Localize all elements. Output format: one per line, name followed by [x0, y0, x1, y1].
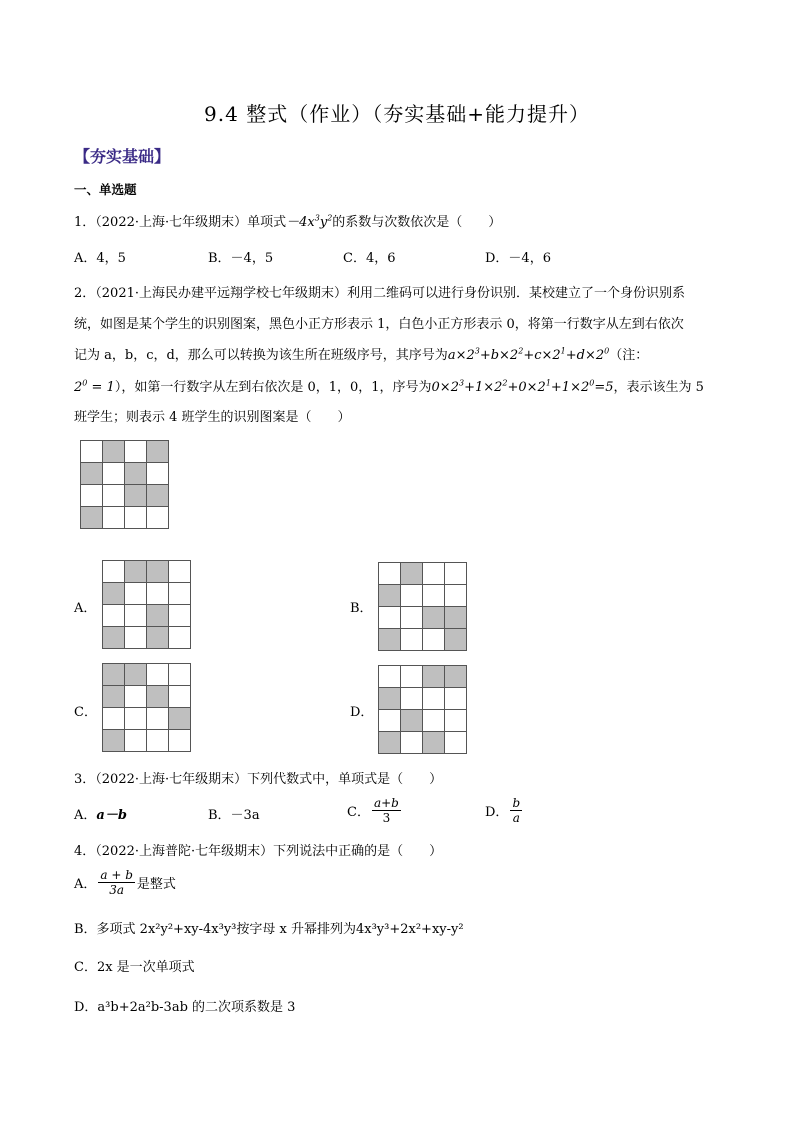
q2-option-d-pattern[interactable]: [378, 665, 467, 754]
white-square: [125, 627, 147, 649]
black-square: [147, 605, 169, 627]
white-square: [125, 605, 147, 627]
q3-option-d-denominator: a: [512, 811, 520, 825]
white-square: [423, 585, 445, 607]
black-square: [169, 708, 191, 730]
q2-option-d-label[interactable]: D．: [350, 705, 374, 720]
q4-option-a-fraction: [98, 868, 135, 897]
q4-option-b[interactable]: B．多项式 2x²y²+xy-4x³y³按字母 x 升幂排列为4x³y³+2x²+xy-y²: [74, 922, 464, 937]
q4-option-a-tail: 是整式: [136, 877, 176, 892]
white-square: [147, 730, 169, 752]
white-square: [103, 708, 125, 730]
q3-option-d-numerator: b: [512, 796, 521, 810]
q3-option-c-fraction: [372, 796, 401, 825]
question-2-line-1: 2．（2021·上海民办建平远翔学校七年级期末）利用二维码可以进行身份识别．某校建立了一个身份识别系: [74, 286, 685, 301]
white-square: [169, 686, 191, 708]
white-square: [147, 583, 169, 605]
q3-option-c[interactable]: [347, 796, 403, 825]
power-zero-note: $2^0 = 1$: [74, 378, 115, 395]
white-square: [445, 710, 467, 732]
q3-option-a[interactable]: [74, 804, 127, 823]
black-square: [147, 441, 169, 463]
black-square: [81, 507, 103, 529]
black-square: [423, 732, 445, 754]
white-square: [125, 441, 147, 463]
white-square: [423, 688, 445, 710]
white-square: [445, 585, 467, 607]
q1-option-b[interactable]: B．－4，5: [208, 251, 274, 266]
black-square: [125, 664, 147, 686]
white-square: [445, 732, 467, 754]
white-square: [103, 605, 125, 627]
white-square: [401, 607, 423, 629]
white-square: [169, 664, 191, 686]
q3-option-c-denominator: 3: [382, 811, 391, 825]
white-square: [423, 710, 445, 732]
white-square: [445, 688, 467, 710]
black-square: [379, 629, 401, 651]
white-square: [125, 507, 147, 529]
black-square: [103, 583, 125, 605]
white-square: [379, 666, 401, 688]
q1-option-d[interactable]: D．－4，6: [485, 251, 551, 266]
black-square: [81, 463, 103, 485]
q2-option-c-pattern[interactable]: [102, 663, 191, 752]
black-square: [125, 561, 147, 583]
q3-option-d-fraction: [510, 796, 522, 825]
white-square: [147, 708, 169, 730]
question-1-prefix: 1．（2022·上海·七年级期末）单项式: [74, 215, 287, 230]
question-2-line-2: 统，如图是某个学生的识别图案，黑色小正方形表示 1，白色小正方形表示 0，将第一行数字从左到右依次: [74, 317, 684, 332]
black-square: [147, 485, 169, 507]
white-square: [445, 563, 467, 585]
black-square: [379, 732, 401, 754]
white-square: [103, 561, 125, 583]
q4-option-a-numerator: a + b: [100, 868, 133, 882]
example-calculation: $0\times 2^3+1\times 2^2+0\times 2^1+1\times 2^0=5$: [431, 378, 614, 395]
q3-option-d-label: D．: [485, 805, 509, 820]
q2-option-a-pattern[interactable]: [102, 560, 191, 649]
q3-option-a-label: A．: [74, 808, 97, 823]
white-square: [379, 607, 401, 629]
q4-option-a-denominator: 3a: [109, 883, 125, 897]
black-square: [423, 666, 445, 688]
q3-option-a-expr: a－b: [96, 808, 127, 823]
q2-option-a-label[interactable]: A．: [74, 601, 97, 616]
black-square: [147, 686, 169, 708]
white-square: [169, 583, 191, 605]
black-square: [125, 485, 147, 507]
q4-option-a-label: A．: [74, 877, 97, 892]
q3-option-d[interactable]: [485, 796, 524, 825]
black-square: [125, 463, 147, 485]
black-square: [379, 585, 401, 607]
black-square: [401, 563, 423, 585]
question-2-line-4-end: ，表示该生为 5: [613, 380, 704, 395]
question-1: [74, 211, 501, 230]
question-2-note: （注：: [609, 348, 649, 363]
white-square: [147, 463, 169, 485]
question-2-line-3: [74, 344, 648, 363]
white-square: [169, 627, 191, 649]
white-square: [125, 686, 147, 708]
white-square: [169, 561, 191, 583]
question-2-line-3-text: 记为 a，b，c，d，那么可以转换为该生所在班级序号，其序号为: [74, 348, 448, 363]
page-title: 9.4 整式（作业）（夯实基础+能力提升）: [204, 102, 590, 126]
question-2-line-4: [74, 376, 704, 395]
q4-option-c[interactable]: C．2x 是一次单项式: [74, 960, 195, 975]
white-square: [169, 730, 191, 752]
black-square: [103, 664, 125, 686]
black-square: [103, 730, 125, 752]
section-heading: 【夯实基础】: [74, 147, 171, 166]
black-square: [103, 686, 125, 708]
black-square: [423, 607, 445, 629]
black-square: [445, 607, 467, 629]
white-square: [379, 710, 401, 732]
monomial-expression: $-4x^3y^2$: [286, 213, 333, 230]
question-2-line-4-text: ），如第一行数字从左到右依次是 0，1，0，1，序号为: [114, 380, 432, 395]
question-2-line-5: 班学生；则表示 4 班学生的识别图案是（ ）: [74, 410, 351, 425]
white-square: [103, 507, 125, 529]
q3-option-c-label: C．: [347, 805, 370, 820]
white-square: [103, 485, 125, 507]
black-square: [401, 710, 423, 732]
q3-option-b[interactable]: B．－3a: [208, 808, 260, 823]
white-square: [81, 441, 103, 463]
q2-option-b-label[interactable]: B．: [350, 601, 373, 616]
white-square: [401, 585, 423, 607]
white-square: [147, 507, 169, 529]
black-square: [103, 627, 125, 649]
white-square: [125, 730, 147, 752]
q4-option-a[interactable]: [74, 868, 176, 897]
black-square: [445, 629, 467, 651]
white-square: [81, 485, 103, 507]
q1-option-c[interactable]: C．4，6: [343, 251, 396, 266]
white-square: [125, 708, 147, 730]
white-square: [423, 563, 445, 585]
white-square: [423, 629, 445, 651]
question-type-heading: 一、单选题: [74, 182, 137, 197]
q1-option-a[interactable]: A．4，5: [74, 251, 126, 266]
white-square: [169, 605, 191, 627]
black-square: [379, 688, 401, 710]
q4-option-d[interactable]: D．a³b+2a²b-3ab 的二次项系数是 3: [74, 1000, 296, 1015]
white-square: [401, 629, 423, 651]
q3-option-c-numerator: a+b: [373, 796, 399, 810]
question-3: 3．（2022·上海·七年级期末）下列代数式中，单项式是（ ）: [74, 772, 443, 787]
sequence-formula: $a\times 2^3+b\times 2^2+c\times 2^1+d\times 2^0$: [447, 346, 610, 363]
white-square: [147, 664, 169, 686]
q2-option-c-label[interactable]: C．: [74, 705, 97, 720]
black-square: [147, 627, 169, 649]
question-4: 4．（2022·上海普陀·七年级期末）下列说法中正确的是（ ）: [74, 844, 443, 859]
white-square: [379, 563, 401, 585]
black-square: [445, 666, 467, 688]
white-square: [401, 666, 423, 688]
question-1-suffix: 的系数与次数依次是（ ）: [332, 215, 502, 230]
black-square: [103, 441, 125, 463]
example-id-pattern: [80, 440, 169, 529]
white-square: [125, 583, 147, 605]
black-square: [147, 561, 169, 583]
white-square: [103, 463, 125, 485]
q2-option-b-pattern[interactable]: [378, 562, 467, 651]
white-square: [401, 688, 423, 710]
white-square: [401, 732, 423, 754]
